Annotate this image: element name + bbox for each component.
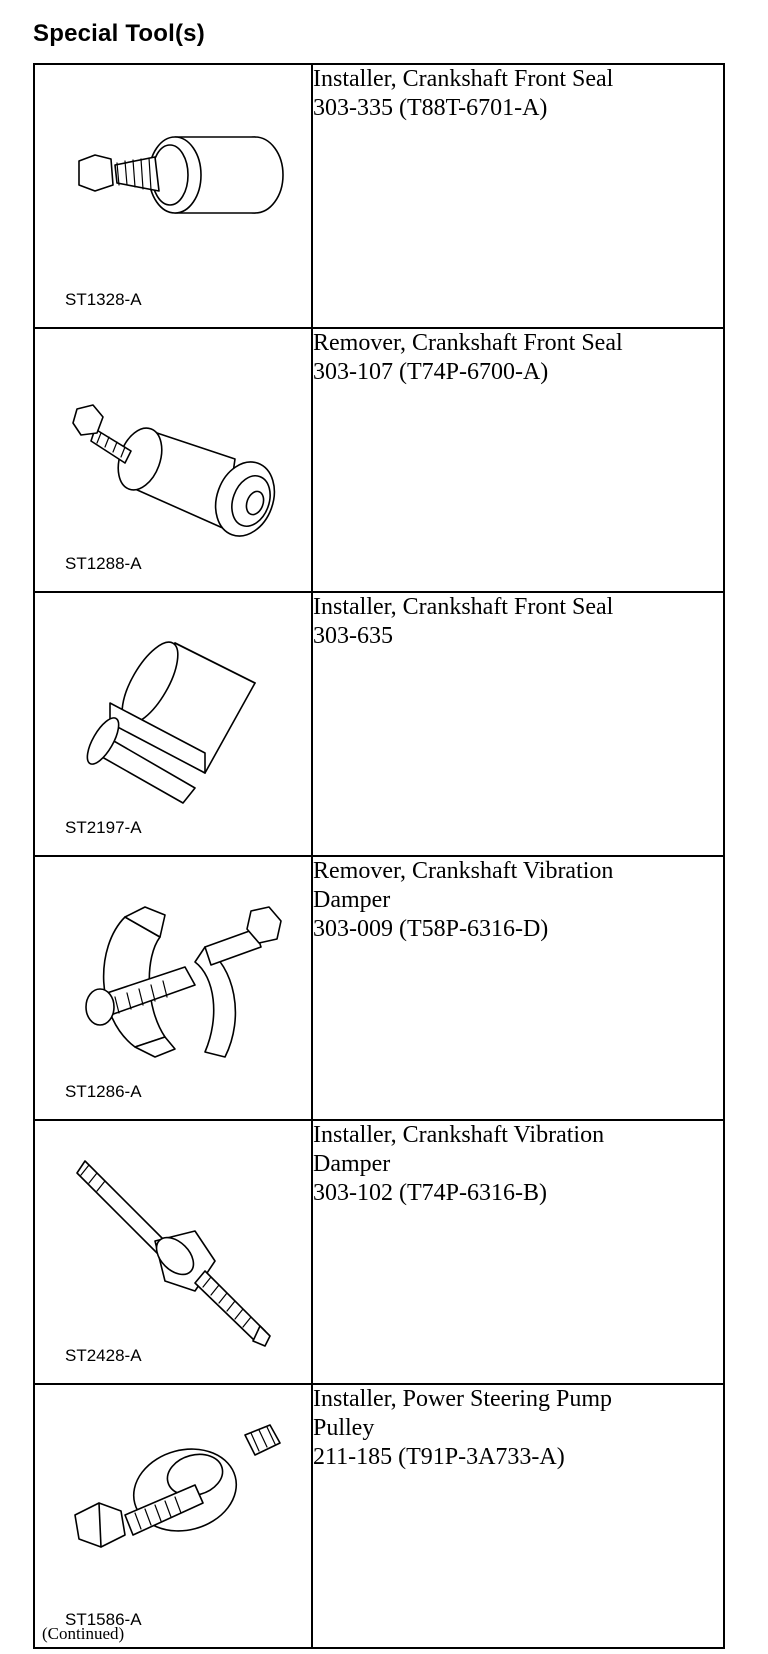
tool-number: 303-102 (T74P-6316-B) [313,1180,547,1206]
tool-name-cont: Damper [313,887,391,913]
damper-remover-icon [55,867,295,1087]
special-tools-table [33,63,725,1649]
tool-code: ST1286-A [65,1082,142,1101]
tool-description [312,1384,724,1648]
seal-remover-icon [55,339,295,559]
tool-name: Remover, Crankshaft Front Seal [313,330,623,356]
table-row [34,328,724,592]
tool-image-cell [34,856,312,1120]
tool-name: Installer, Crankshaft Front Seal [313,594,614,620]
tool-description [312,328,724,592]
tool-number: 303-335 (T88T-6701-A) [313,95,548,121]
tool-number: 303-107 (T74P-6700-A) [313,359,549,385]
tool-name: Installer, Power Steering Pump [313,1386,612,1412]
tool-image-cell [34,1384,312,1648]
table-row [34,64,724,328]
tool-image-cell [34,64,312,328]
pulley-installer-icon [55,1395,295,1615]
table-row [34,592,724,856]
tool-name-cont: Pulley [313,1415,375,1441]
tool-name-cont: Damper [313,1151,391,1177]
tool-image-cell [34,328,312,592]
seal-installer-icon [55,75,295,295]
tool-number: 211-185 (T91P-3A733-A) [313,1444,565,1470]
table-row [34,856,724,1120]
tool-code: ST1328-A [65,290,142,309]
table-row [34,1120,724,1384]
tool-number: 303-009 (T58P-6316-D) [313,916,549,942]
tool-code: ST1288-A [65,554,142,573]
tool-description [312,592,724,856]
page-title: Special Tool(s) [33,20,205,47]
tool-name: Installer, Crankshaft Front Seal [313,66,614,92]
continued-note: (Continued) [42,1624,125,1643]
tool-code: ST2197-A [65,818,142,837]
tool-name: Remover, Crankshaft Vibration [313,858,614,884]
table-row [34,1384,724,1648]
tool-code: ST2428-A [65,1346,142,1365]
tool-description [312,1120,724,1384]
tool-number: 303-635 [313,623,393,649]
tool-description [312,64,724,328]
damper-installer-icon [55,1131,295,1351]
tool-image-cell [34,592,312,856]
tool-description [312,856,724,1120]
tool-code: ST1586-A [65,1610,142,1629]
tool-name: Installer, Crankshaft Vibration [313,1122,605,1148]
seal-installer-sleeve-icon [55,603,295,823]
tool-image-cell [34,1120,312,1384]
